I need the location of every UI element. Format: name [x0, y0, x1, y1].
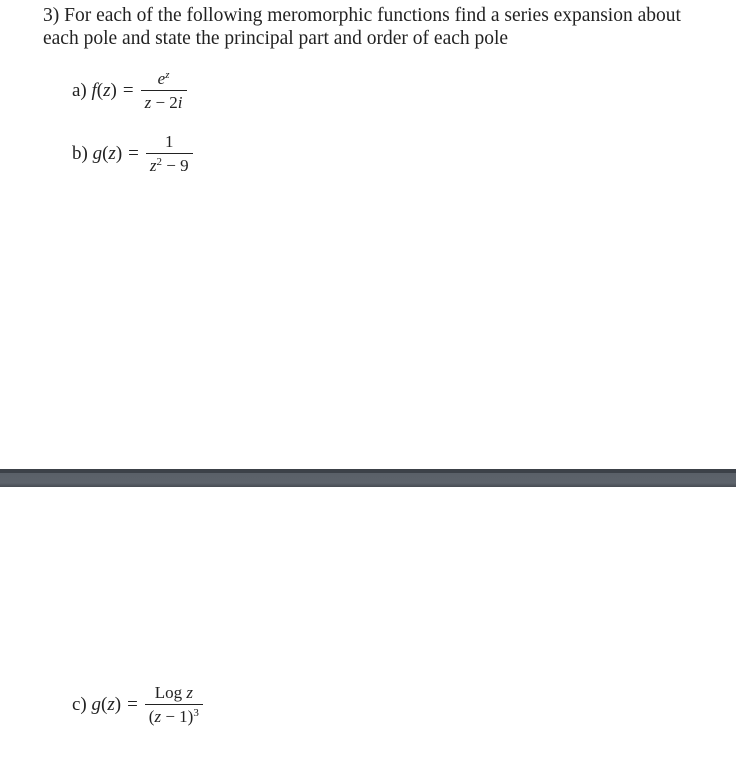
part-a-fraction	[141, 70, 187, 112]
part-c-func: g	[91, 694, 102, 715]
part-b-func: g	[92, 143, 103, 164]
question-text: 3) For each of the following meromorphic functions find a series expansion about each pole and state the principal part and order of each pole	[43, 5, 681, 49]
part-c	[72, 684, 203, 726]
part-c-label: c)	[72, 694, 92, 715]
part-a-label: a)	[72, 80, 92, 101]
part-a-arg: (z)	[96, 80, 117, 101]
part-b-label: b)	[72, 143, 93, 164]
part-c-equals: =	[127, 694, 138, 715]
part-b-denominator: $z^2 - 9$	[146, 153, 193, 175]
part-a-func: f	[91, 80, 97, 101]
part-c-numerator: Log z	[154, 683, 193, 702]
part-a-equals: =	[122, 80, 134, 101]
part-b-equals: =	[128, 143, 139, 164]
part-c-fraction	[145, 684, 203, 726]
part-c-denominator: $(z - 1)^3$	[145, 704, 203, 726]
part-c-arg: (z)	[101, 694, 122, 715]
part-b	[72, 133, 193, 175]
part-a-denominator: z − 2i	[141, 90, 187, 112]
part-a-numerator: $e^z$	[157, 69, 170, 88]
page-divider	[0, 469, 736, 487]
part-b-numerator: 1	[164, 132, 174, 151]
part-b-arg: (z)	[102, 143, 123, 164]
part-a	[72, 70, 187, 112]
part-b-fraction	[146, 133, 193, 175]
